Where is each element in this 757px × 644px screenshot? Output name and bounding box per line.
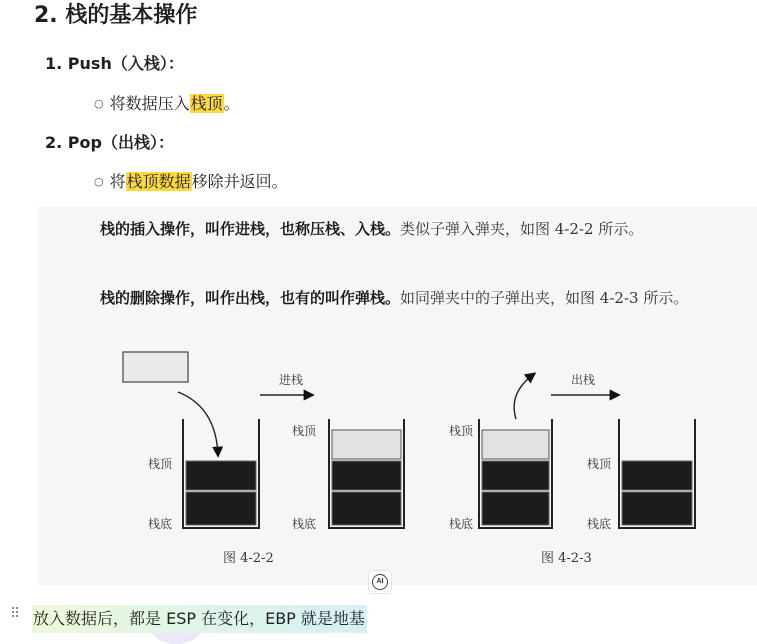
- pop-desc-before: 将: [109, 172, 126, 191]
- figure-caption-2: 图 4-2-3: [541, 551, 592, 566]
- list-number: 1: [45, 54, 57, 73]
- stack-element: [186, 492, 256, 525]
- book-scan-image: [38, 207, 757, 585]
- bullet-icon: ○: [94, 175, 104, 188]
- pop-desc-highlight: 栈顶数据: [126, 172, 191, 191]
- ai-assist-button[interactable]: [368, 570, 392, 594]
- bottom-label: 栈底: [449, 517, 474, 531]
- top-label: 栈顶: [449, 424, 474, 438]
- pop-desc-after: 移除并返回。: [191, 172, 288, 191]
- stack-element-leaving: [482, 430, 549, 459]
- stack-element: [622, 461, 692, 490]
- para2-rest: 如同弹夹中的子弹出夹，如图 4-2-3 所示。: [400, 289, 689, 307]
- para2-bold: 栈的删除操作，叫作出栈，也有的叫作弹栈。: [100, 289, 401, 307]
- para1-rest: 类似子弹入弹夹，如图 4-2-2 所示。: [400, 220, 644, 238]
- stack-element: [332, 461, 401, 490]
- stack-diagram: [38, 337, 757, 585]
- list-number-sep: .: [56, 54, 68, 73]
- top-label: 栈顶: [587, 457, 612, 471]
- stack-element: [482, 461, 549, 490]
- pop-arrow-label: 出栈: [571, 373, 596, 387]
- section-heading: 2. 栈的基本操作: [34, 3, 198, 28]
- stack-element-new: [332, 430, 401, 459]
- pop-description: [94, 169, 288, 192]
- stack-element: [186, 461, 256, 490]
- list-item-pop: [45, 130, 174, 153]
- push-desc-before: 将数据压入: [109, 94, 190, 113]
- push-arrow-label: 进栈: [279, 373, 304, 387]
- push-desc-highlight: 栈顶: [190, 94, 223, 113]
- push-desc-after: 。: [223, 94, 240, 113]
- top-label: 栈顶: [148, 457, 173, 471]
- push-title: Push（入栈）：: [67, 54, 184, 73]
- ai-icon: AI: [372, 574, 388, 590]
- book-paragraph-2: [66, 282, 752, 315]
- bottom-label: 栈底: [292, 517, 317, 531]
- bottom-label: 栈底: [148, 517, 173, 531]
- stack-element: [482, 492, 549, 525]
- highlighted-note[interactable]: 放入数据后，都是 ESP 在变化，EBP 就是地基: [32, 605, 367, 633]
- stack-element: [622, 492, 692, 525]
- para1-bold: 栈的插入操作，叫作进栈，也称压栈、入栈。: [100, 220, 401, 238]
- push-description: [94, 91, 240, 114]
- stack-element: [332, 492, 401, 525]
- drag-handle-icon[interactable]: ⠿: [10, 606, 20, 622]
- bottom-label: 栈底: [587, 517, 612, 531]
- top-label: 栈顶: [292, 424, 317, 438]
- pending-element: [123, 352, 188, 382]
- list-number: 2: [45, 133, 57, 152]
- pop-curve-arrow: [514, 374, 534, 419]
- figure-caption-1: 图 4-2-2: [223, 551, 274, 566]
- book-paragraph-1: [66, 213, 752, 246]
- pop-title: Pop（出栈）：: [67, 133, 174, 152]
- bullet-icon: ○: [94, 97, 104, 110]
- list-number-sep: .: [56, 133, 68, 152]
- list-item-push: [45, 51, 184, 74]
